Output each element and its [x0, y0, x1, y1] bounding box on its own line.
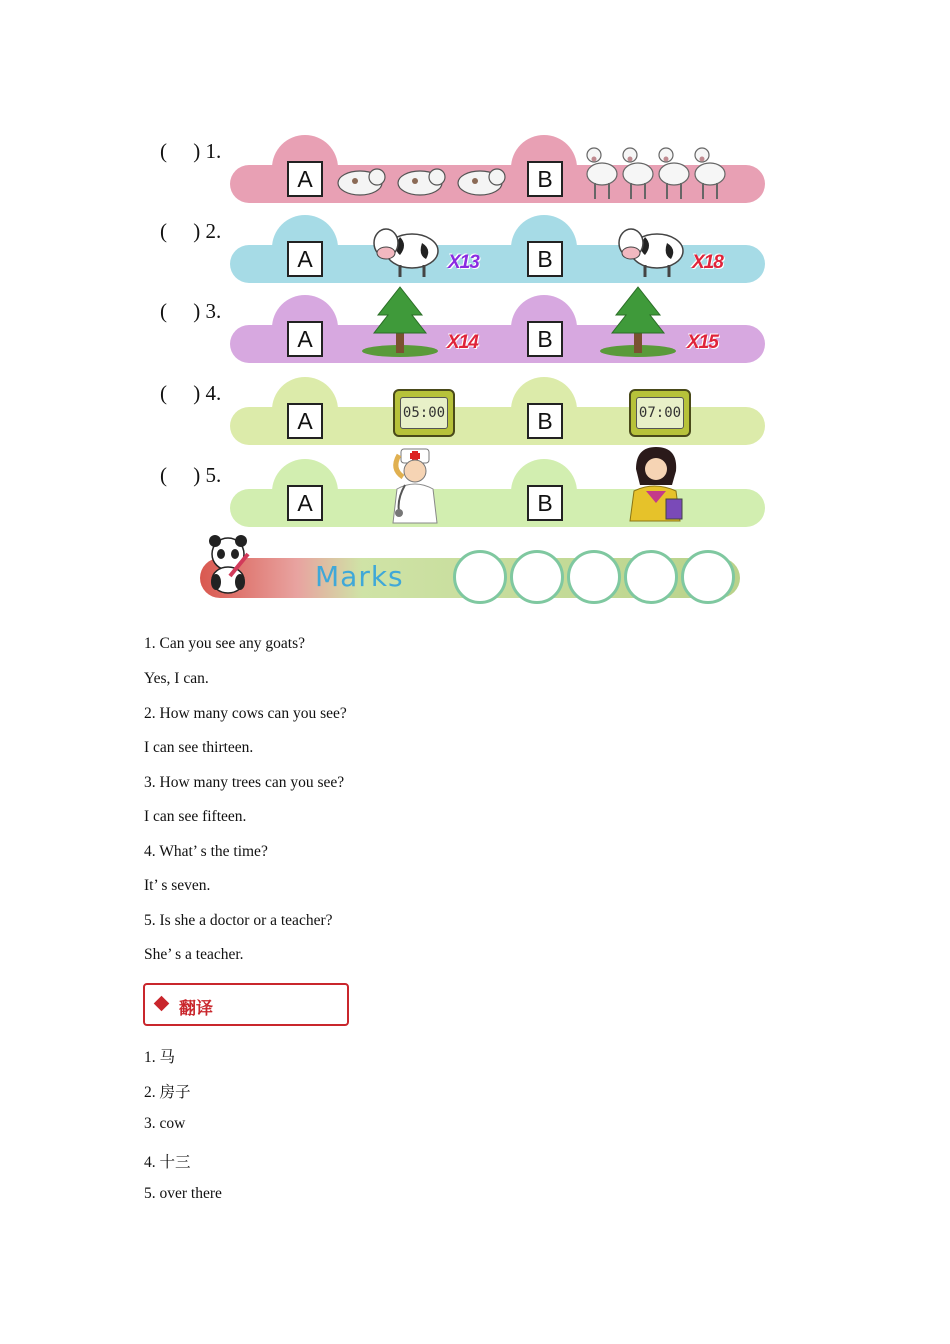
- score-circle[interactable]: [567, 550, 621, 604]
- option-a-box[interactable]: A: [287, 241, 323, 277]
- option-b-box[interactable]: B: [527, 161, 563, 197]
- transcript-line: I can see thirteen.: [144, 739, 254, 756]
- clock-display: 07:00: [636, 397, 684, 429]
- question-number: 4.: [205, 381, 222, 405]
- option-a-box[interactable]: A: [287, 485, 323, 521]
- goats-icon: [335, 159, 510, 204]
- question-row-3: [155, 285, 780, 365]
- transcript-line: 2. How many cows can you see?: [144, 705, 347, 722]
- transcript-line: Yes, I can.: [144, 670, 209, 687]
- question-number: 2.: [205, 219, 222, 243]
- quantity-multiplier-b: X18: [692, 252, 723, 273]
- translation-item: 3. cow: [144, 1115, 186, 1132]
- transcript-line: It’ s seven.: [144, 877, 211, 894]
- section-title: 翻译: [179, 999, 213, 1019]
- transcript-line: 4. What’ s the time?: [144, 843, 268, 860]
- option-b-box[interactable]: B: [527, 241, 563, 277]
- marks-bar: [200, 558, 740, 598]
- transcript-line: 5. Is she a doctor or a teacher?: [144, 912, 333, 929]
- clock-display: 05:00: [400, 397, 448, 429]
- answer-blank-2[interactable]: ( ) 2.: [160, 219, 222, 243]
- answer-blank-1[interactable]: ( ) 1.: [160, 139, 222, 163]
- option-b-box[interactable]: B: [527, 485, 563, 521]
- question-number: 5.: [205, 463, 222, 487]
- teacher-icon: [622, 443, 688, 525]
- cow-icon: [615, 221, 687, 281]
- doctor-icon: [383, 445, 445, 527]
- translation-item: 4. 十三: [144, 1154, 191, 1171]
- option-a-box[interactable]: A: [287, 161, 323, 197]
- option-a-box[interactable]: A: [287, 321, 323, 357]
- transcript-line: I can see fifteen.: [144, 808, 247, 825]
- option-b-box[interactable]: B: [527, 403, 563, 439]
- question-number: 1.: [205, 139, 222, 163]
- cows-icon: [580, 139, 735, 205]
- tree-icon: [598, 285, 678, 360]
- score-circle[interactable]: [624, 550, 678, 604]
- question-number: 3.: [205, 299, 222, 323]
- translation-item: 5. over there: [144, 1185, 222, 1202]
- score-circle[interactable]: [453, 550, 507, 604]
- translation-item: 2. 房子: [144, 1084, 191, 1101]
- score-circle[interactable]: [510, 550, 564, 604]
- question-row-4: [155, 367, 780, 447]
- transcript-line: 3. How many trees can you see?: [144, 774, 345, 791]
- quantity-multiplier-b: X15: [687, 332, 718, 353]
- question-row-2: [155, 205, 780, 285]
- quantity-multiplier-a: X14: [447, 332, 478, 353]
- option-b-box[interactable]: B: [527, 321, 563, 357]
- answer-blank-4[interactable]: ( ) 4.: [160, 381, 222, 405]
- question-row-1: [155, 125, 780, 205]
- tree-icon: [360, 285, 440, 360]
- answer-blank-3[interactable]: ( ) 3.: [160, 299, 222, 323]
- diamond-icon: [154, 996, 170, 1012]
- listening-exercise: [155, 125, 780, 610]
- cow-icon: [370, 221, 442, 281]
- answer-blank-5[interactable]: ( ) 5.: [160, 463, 222, 487]
- translation-item: 1. 马: [144, 1049, 176, 1066]
- option-a-box[interactable]: A: [287, 403, 323, 439]
- section-header: [143, 983, 349, 1026]
- transcript-line: She’ s a teacher.: [144, 946, 244, 963]
- panda-icon: [200, 532, 260, 594]
- quantity-multiplier-a: X13: [448, 252, 479, 273]
- score-circle[interactable]: [681, 550, 735, 604]
- clock-icon: [393, 389, 455, 437]
- transcript-line: 1. Can you see any goats?: [144, 635, 305, 652]
- clock-icon: [629, 389, 691, 437]
- question-row-5: [155, 449, 780, 529]
- marks-label: Marks: [315, 560, 404, 593]
